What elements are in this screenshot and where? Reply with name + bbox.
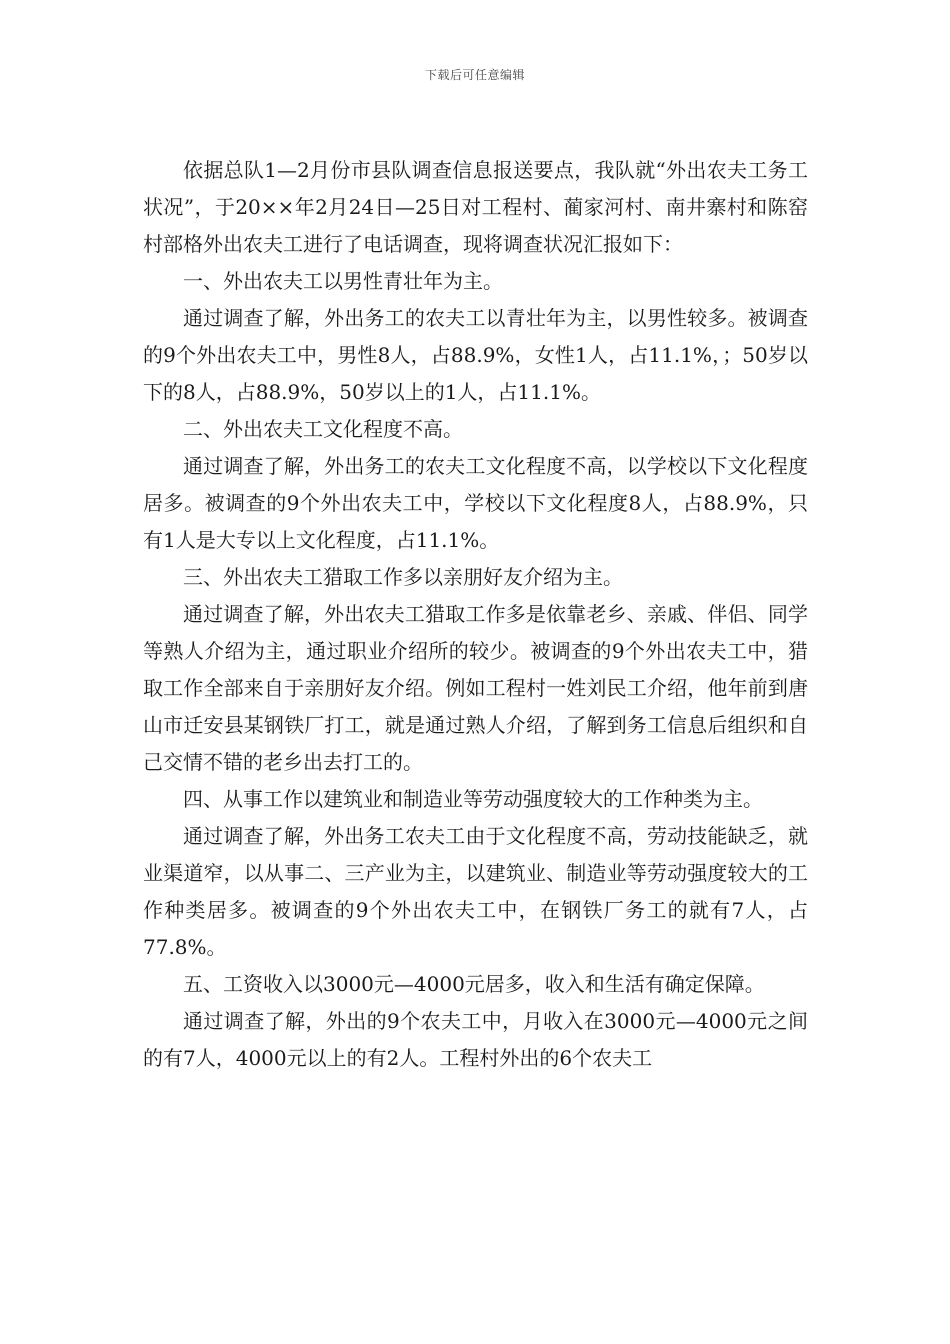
document-body: [143, 152, 808, 1077]
section-heading-4: 四、从事工作以建筑业和制造业等劳动强度较大的工作种类为主。: [183, 787, 763, 811]
section-heading-3: 三、外出农夫工猎取工作多以亲朋好友介绍为主。: [183, 565, 623, 589]
paragraph-intro: 依据总队1—2月份市县队调查信息报送要点，我队就“外出农夫工务工状况”，于20××年2月24日—25日对工程村、蔺家河村、南井寨村和陈窑村部格外出农夫工进行了电话调查，现将调查状况汇报如下：: [143, 158, 808, 256]
paragraph-section-4: 通过调查了解，外出务工农夫工由于文化程度不高，劳动技能缺乏，就业渠道窄，以从事二、三产业为主，以建筑业、制造业等劳动强度较大的工作种类居多。被调查的9个外出农夫工中，在钢铁厂务工的就有7人，占77.8%。: [143, 824, 808, 959]
page-header-note: 下载后可任意编辑: [424, 68, 525, 82]
section-heading-1: 一、外出农夫工以男性青壮年为主。: [183, 269, 503, 293]
section-heading-5: 五、工资收入以3000元—4000元居多，收入和生活有确定保障。: [183, 972, 765, 996]
section-heading-2: 二、外出农夫工文化程度不高。: [183, 417, 463, 441]
paragraph-section-5: 通过调查了解，外出的9个农夫工中，月收入在3000元—4000元之间的有7人，4000元以上的有2人。工程村外出的6个农夫工: [143, 1009, 808, 1070]
paragraph-section-1: 通过调查了解，外出务工的农夫工以青壮年为主，以男性较多。被调查的9个外出农夫工中，男性8人，占88.9%，女性1人，占11.1%，；50岁以下的8人，占88.9%，50岁以上的1人，占11.1%。: [143, 306, 808, 404]
paragraph-section-3: 通过调查了解，外出农夫工猎取工作多是依靠老乡、亲戚、伴侣、同学等熟人介绍为主，通过职业介绍所的较少。被调查的9个外出农夫工中，猎取工作全部来自于亲朋好友介绍。例如工程村一姓刘民工介绍，他年前到唐山市迁安县某钢铁厂打工，就是通过熟人介绍，了解到务工信息后组织和自己交情不错的老乡出去打工的。: [143, 602, 808, 774]
paragraph-section-2: 通过调查了解，外出务工的农夫工文化程度不高，以学校以下文化程度居多。被调查的9个外出农夫工中，学校以下文化程度8人，占88.9%，只有1人是大专以上文化程度，占11.1%。: [143, 454, 808, 552]
